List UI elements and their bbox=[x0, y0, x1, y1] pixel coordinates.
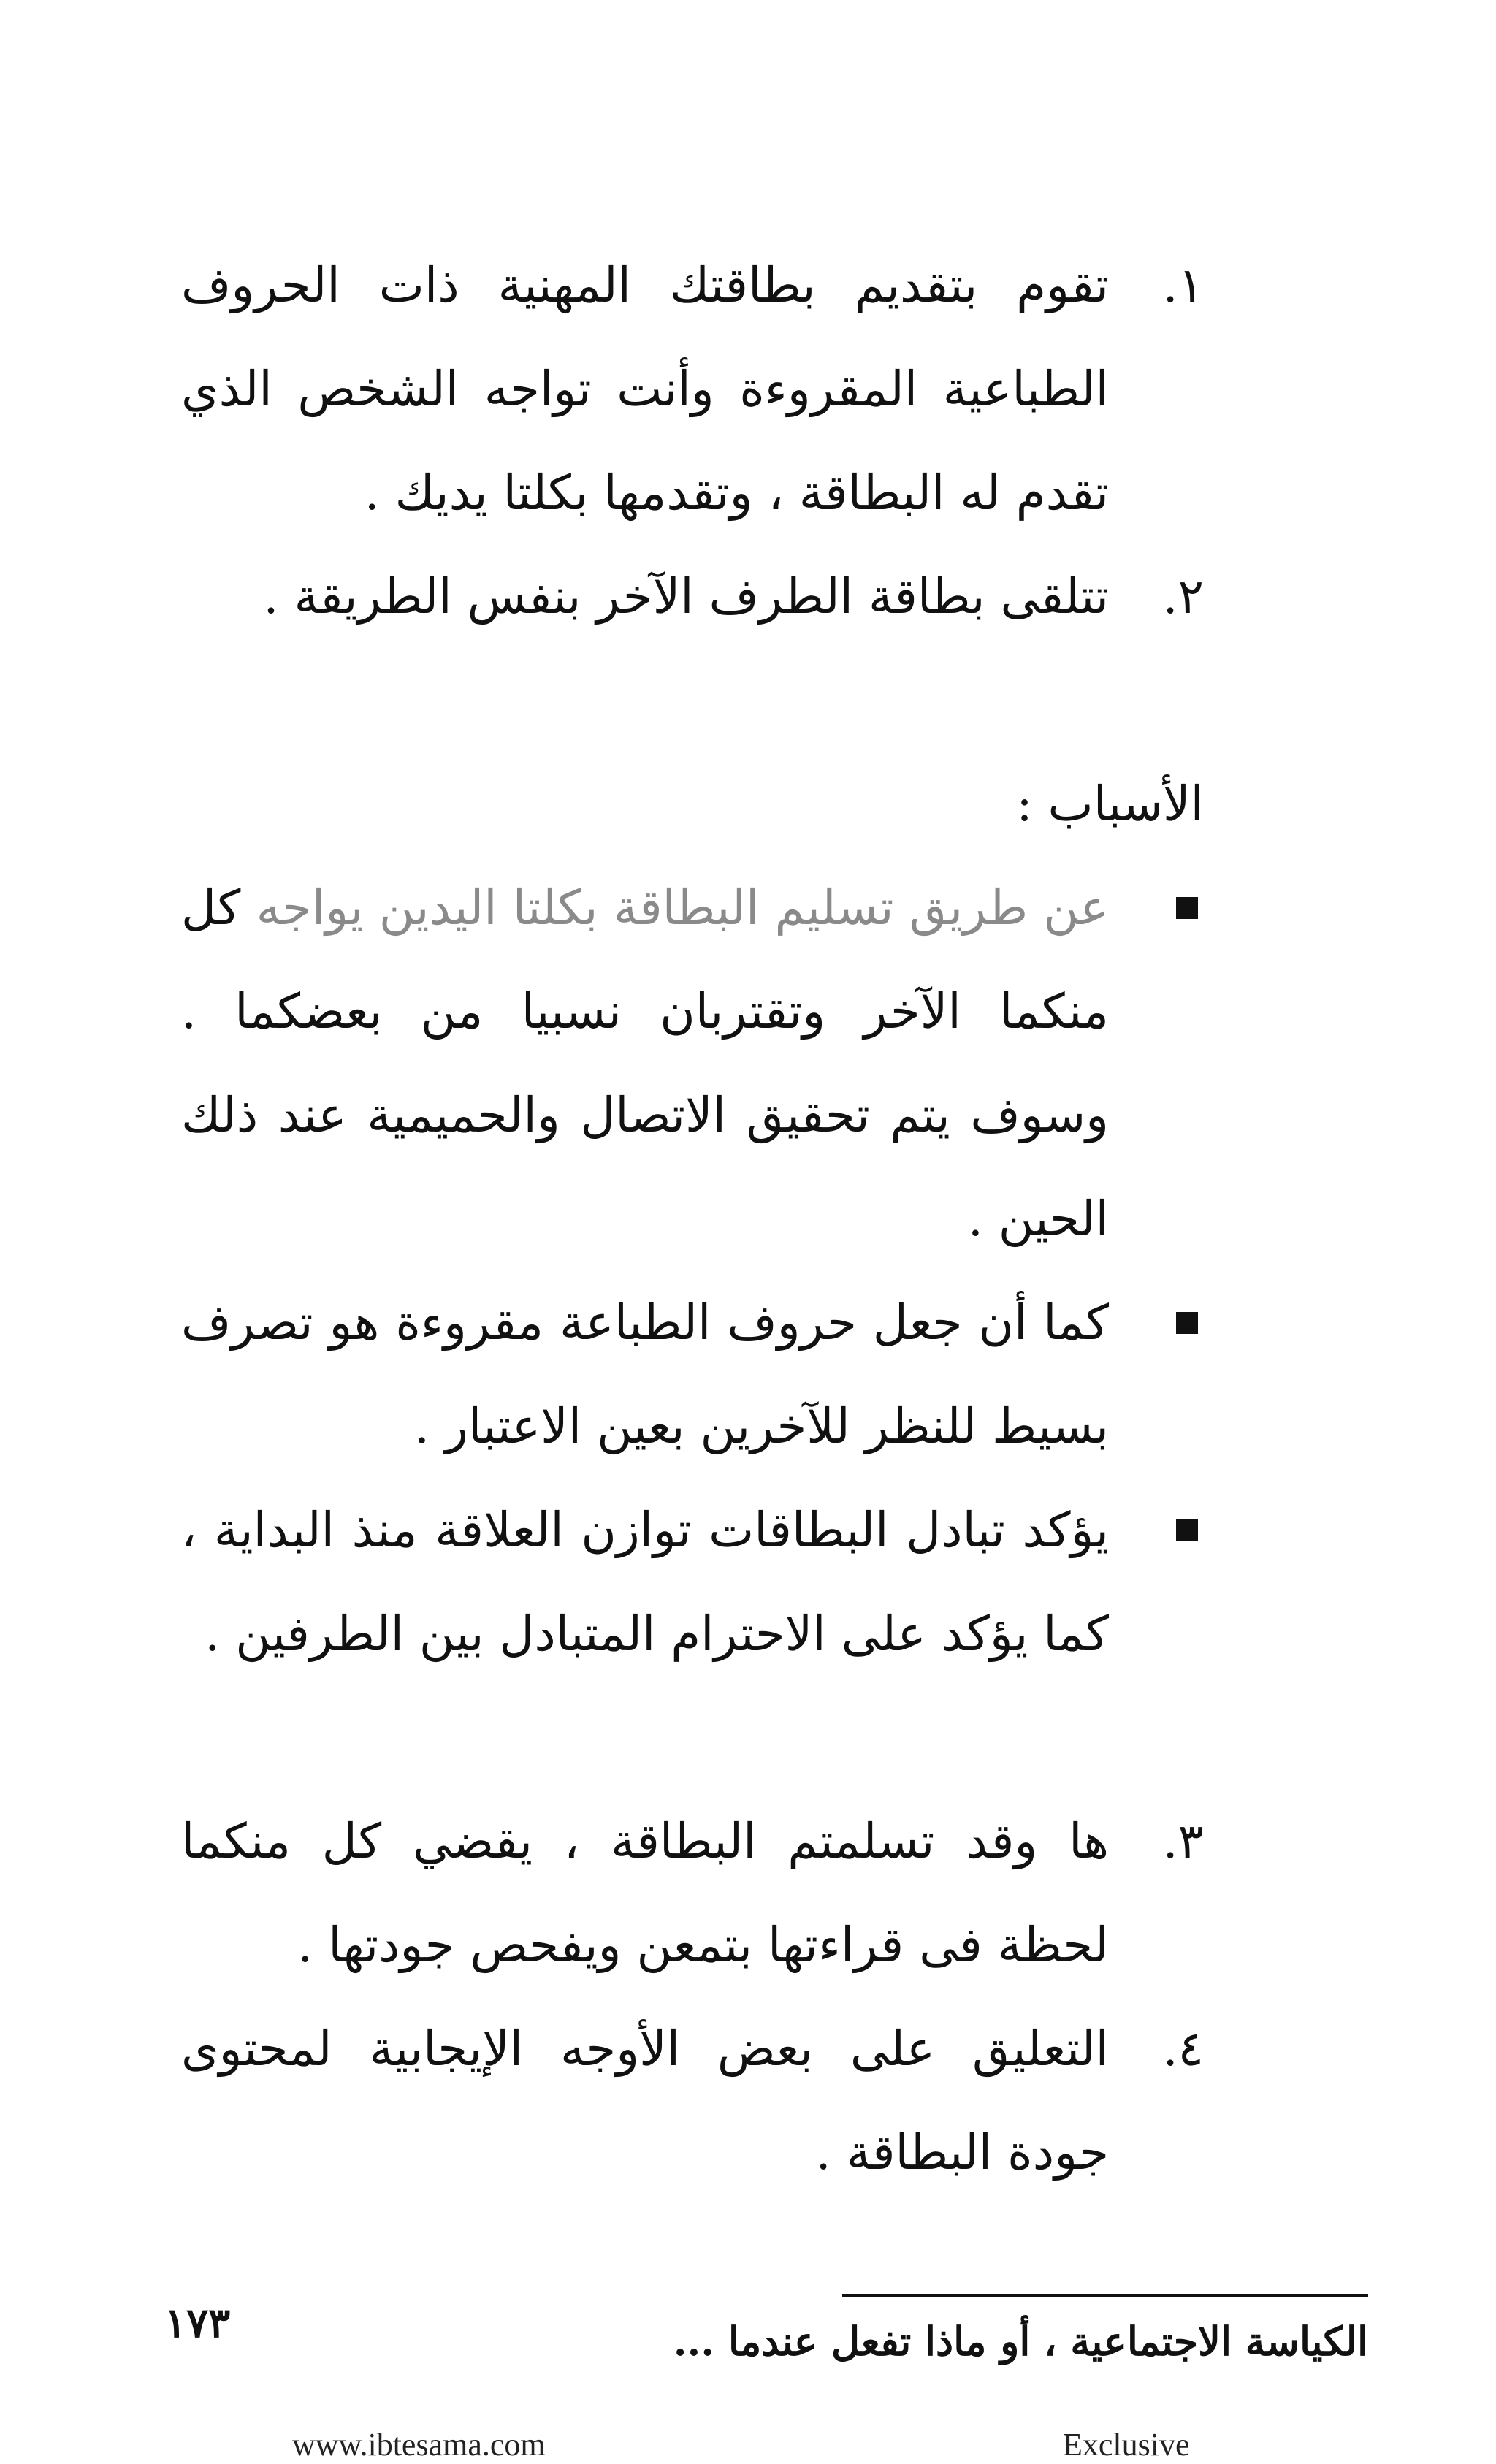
reasons-heading: الأسباب : bbox=[1016, 776, 1204, 832]
site-url: www.ibtesama.com bbox=[292, 2427, 546, 2463]
footer-divider bbox=[842, 2294, 1368, 2297]
step-number: ٣. bbox=[1162, 1813, 1204, 1869]
step-number: ٤. bbox=[1162, 2021, 1204, 2077]
page-content bbox=[181, 234, 1204, 2205]
step-number: ٢. bbox=[1162, 568, 1204, 625]
section-spacer bbox=[181, 649, 1204, 752]
reason-text: يؤكد تبادل البطاقات توازن العلاقة منذ البداية ، كما يؤكد على الاحترام المتبادل بين الطرفين . bbox=[181, 1502, 1109, 1662]
step-text: ها وقد تسلمتم البطاقة ، يقضي كل منكما لحظة فى قراءتها بتمعن ويفحص جودتها . bbox=[181, 1813, 1109, 1973]
reason-text-main: كل منكما الآخر وتقتربان نسبيا من بعضكما . وسوف يتم تحقيق الاتصال والحميمية عند ذلك الحين . bbox=[181, 880, 1109, 1247]
step-item bbox=[181, 545, 1204, 649]
step-item bbox=[181, 234, 1204, 545]
square-bullet-icon bbox=[1109, 1479, 1204, 1582]
steps-list-first bbox=[181, 234, 1204, 649]
faded-print-text: عن طريق تسليم البطاقة بكلتا اليدين يواجه bbox=[256, 880, 1109, 936]
reasons-list bbox=[181, 856, 1204, 1686]
step-text: التعليق على بعض الأوجه الإيجابية لمحتوى جودة البطاقة . bbox=[181, 2021, 1109, 2181]
reason-item bbox=[181, 856, 1204, 1271]
reason-text bbox=[181, 856, 1109, 1271]
reason-text: كما أن جعل حروف الطباعة مقروءة هو تصرف بسيط للنظر للآخرين بعين الاعتبار . bbox=[181, 1294, 1109, 1454]
page-number: ١٧٣ bbox=[164, 2299, 231, 2347]
step-item bbox=[181, 1790, 1204, 1997]
step-number: ١. bbox=[1162, 257, 1204, 313]
step-item bbox=[181, 1997, 1204, 2205]
section-spacer bbox=[181, 1686, 1204, 1790]
exclusive-label: Exclusive bbox=[1063, 2427, 1190, 2463]
step-text: تقوم بتقديم بطاقتك المهنية ذات الحروف الطباعية المقروءة وأنت تواجه الشخص الذي تقدم له البطاقة ، وتقدمها بكلتا يديك . bbox=[181, 257, 1109, 521]
steps-list-second bbox=[181, 1790, 1204, 2205]
reason-item bbox=[181, 1479, 1204, 1686]
reason-item bbox=[181, 1271, 1204, 1479]
running-title: الكياسة الاجتماعية ، أو ماذا تفعل عندما ... bbox=[673, 2318, 1368, 2365]
square-bullet-icon bbox=[1109, 856, 1204, 960]
step-text: تتلقى بطاقة الطرف الآخر بنفس الطريقة . bbox=[263, 568, 1109, 625]
square-bullet-icon bbox=[1109, 1271, 1204, 1375]
